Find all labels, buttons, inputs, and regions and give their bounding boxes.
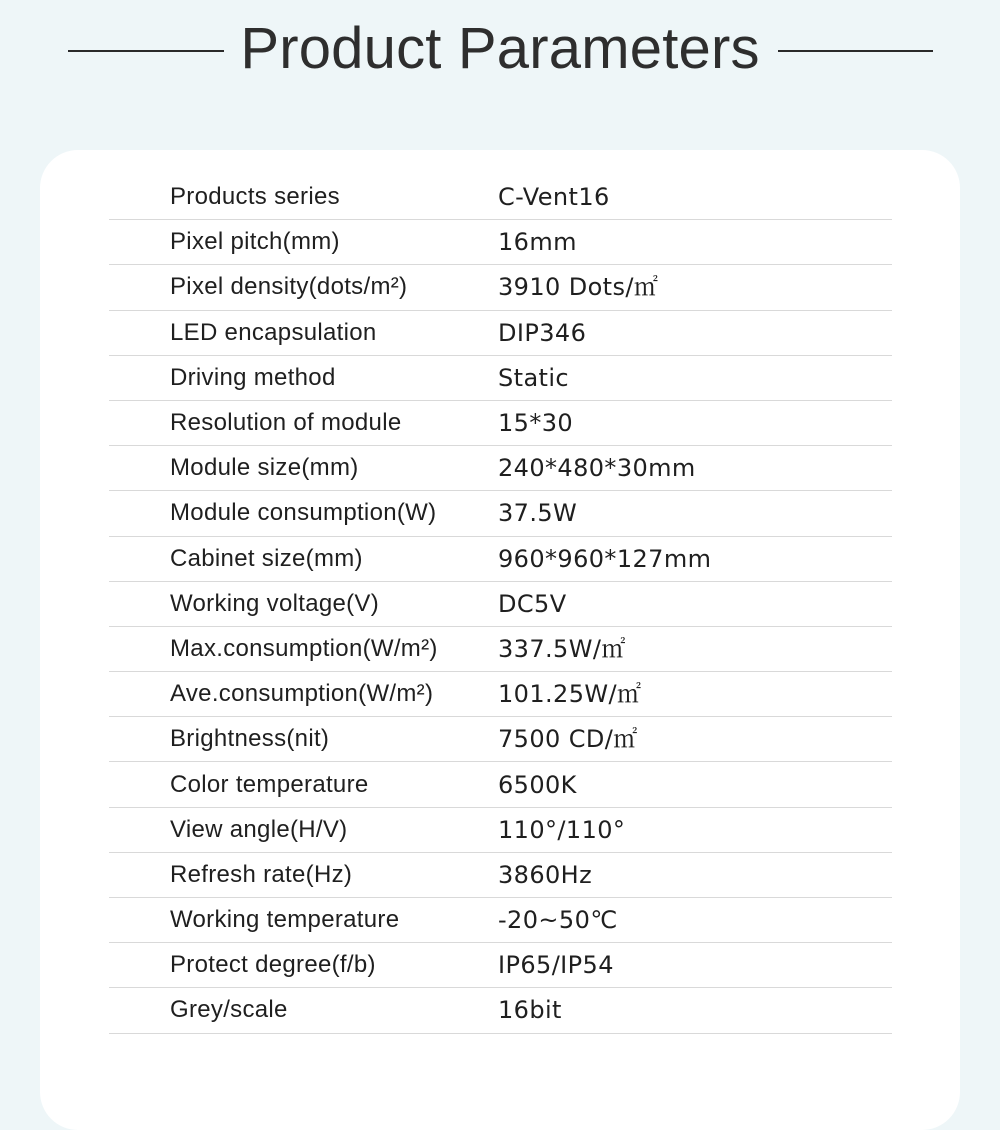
table-row xyxy=(109,988,892,1033)
parameter-value: Static xyxy=(498,363,570,392)
parameter-value: 6500K xyxy=(498,770,577,799)
parameter-value: -20~50℃ xyxy=(498,906,618,935)
table-row xyxy=(109,582,892,627)
parameter-value: DIP346 xyxy=(498,318,587,347)
parameter-name: Color temperature xyxy=(170,770,369,798)
parameter-name: Cabinet size(mm) xyxy=(170,544,363,572)
page-title: Product Parameters xyxy=(240,16,760,81)
parameter-name: Ave.consumption(W/m²) xyxy=(170,680,434,708)
table-row xyxy=(109,762,892,807)
table-row xyxy=(109,898,892,943)
table-row xyxy=(109,853,892,898)
parameter-value: 3910 Dots/㎡ xyxy=(498,273,659,302)
table-row xyxy=(109,717,892,762)
table-row xyxy=(109,491,892,536)
parameter-name: Brightness(nit) xyxy=(170,725,330,753)
parameter-name: Pixel density(dots/m²) xyxy=(170,273,408,301)
parameter-value: C-Vent16 xyxy=(498,183,610,212)
parameter-value: 110°/110° xyxy=(498,815,626,844)
parameter-value: 960*960*127mm xyxy=(498,544,712,573)
table-row xyxy=(109,311,892,356)
parameter-value: 37.5W xyxy=(498,499,578,528)
parameter-name: Products series xyxy=(170,183,340,211)
parameter-value: 16mm xyxy=(498,228,577,257)
parameter-value: 101.25W/㎡ xyxy=(498,680,642,709)
parameter-name: Resolution of module xyxy=(170,409,402,437)
parameter-value: 3860Hz xyxy=(498,860,593,889)
table-row xyxy=(109,220,892,265)
parameter-name: Grey/scale xyxy=(170,996,288,1024)
table-row xyxy=(109,943,892,988)
parameter-name: Protect degree(f/b) xyxy=(170,951,376,979)
table-row xyxy=(109,672,892,717)
parameters-table xyxy=(109,175,892,1034)
table-row xyxy=(109,356,892,401)
table-row xyxy=(109,175,892,220)
page-header xyxy=(0,0,1000,110)
parameter-value: 16bit xyxy=(498,996,562,1025)
parameter-name: Driving method xyxy=(170,363,336,391)
parameters-card xyxy=(40,150,960,1130)
parameter-name: Working temperature xyxy=(170,906,400,934)
table-row xyxy=(109,401,892,446)
table-row xyxy=(109,446,892,491)
title-divider-right xyxy=(778,50,933,52)
parameter-value: 15*30 xyxy=(498,409,574,438)
parameter-name: Refresh rate(Hz) xyxy=(170,860,353,888)
parameter-name: Module consumption(W) xyxy=(170,499,437,527)
table-row xyxy=(109,808,892,853)
parameter-value: IP65/IP54 xyxy=(498,951,614,980)
parameter-value: DC5V xyxy=(498,589,567,618)
parameter-value: 240*480*30mm xyxy=(498,454,696,483)
parameter-name: LED encapsulation xyxy=(170,318,377,346)
table-row xyxy=(109,265,892,310)
parameter-name: Max.consumption(W/m²) xyxy=(170,634,438,662)
table-row xyxy=(109,537,892,582)
parameter-name: Module size(mm) xyxy=(170,454,359,482)
parameter-name: Working voltage(V) xyxy=(170,589,380,617)
parameter-value: 7500 CD/㎡ xyxy=(498,725,638,754)
table-row xyxy=(109,627,892,672)
parameter-name: View angle(H/V) xyxy=(170,815,348,843)
parameter-value: 337.5W/㎡ xyxy=(498,634,626,663)
parameter-name: Pixel pitch(mm) xyxy=(170,228,340,256)
